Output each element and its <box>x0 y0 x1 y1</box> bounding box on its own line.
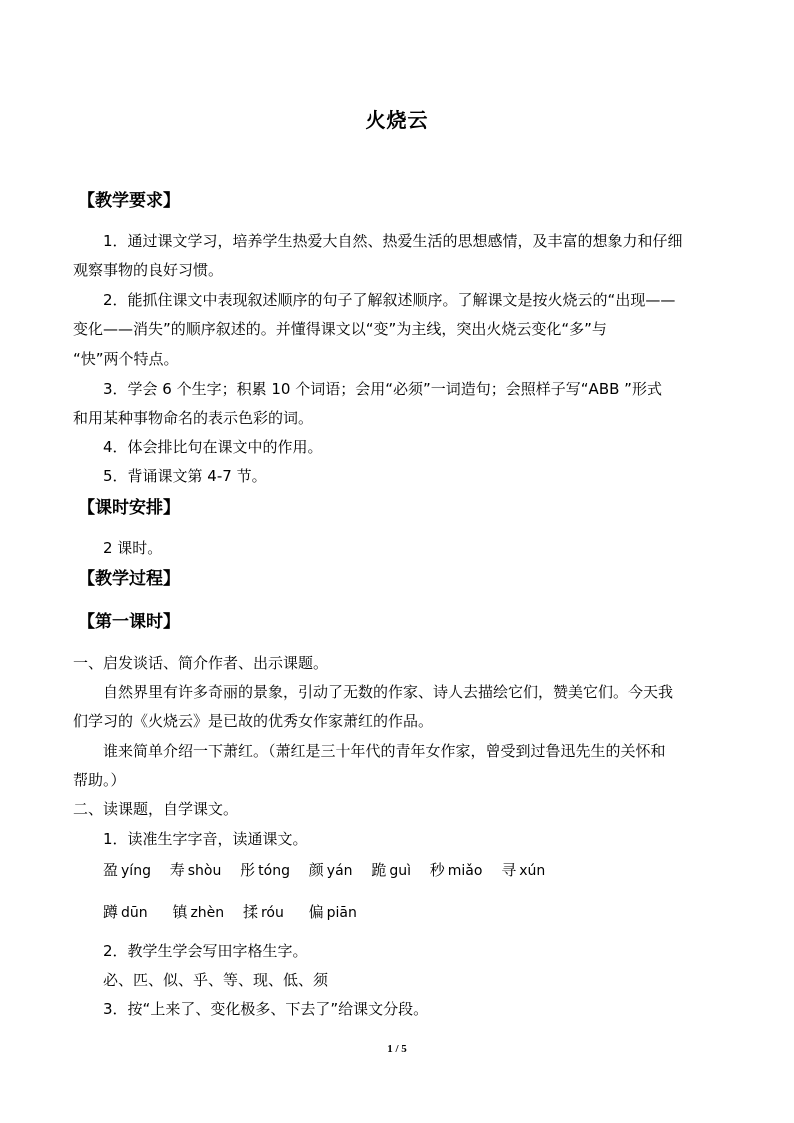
pinyin-row-1 <box>103 859 545 882</box>
section2-title: 二、读课题，自学课文。 <box>73 800 239 818</box>
pinyin-item: 揉 róu <box>242 903 284 921</box>
pinyin-item: 颜 yán <box>308 861 353 879</box>
pinyin-item: 秒 miǎo <box>429 861 483 879</box>
section1-paragraph-line: 谁来简单介绍一下萧红。（萧红是三十年代的青年女作家，曾受到过鲁迅先生的关怀和 <box>103 742 666 760</box>
page-number: 1 / 5 <box>387 1043 407 1055</box>
requirement-line: “快”两个特点。 <box>73 350 179 368</box>
heading-lesson1: 【第一课时】 <box>78 612 180 632</box>
section1-paragraph-line: 们学习的《火烧云》是已故的优秀女作家萧红的作品。 <box>73 712 434 730</box>
requirement-line: 5．背诵课文第 4-7 节。 <box>103 467 267 485</box>
schedule-text: 2 课时。 <box>103 539 163 557</box>
heading-process: 【教学过程】 <box>78 569 180 589</box>
practice-characters: 必、匹、似、乎、等、现、低、须 <box>103 971 329 989</box>
heading-requirements: 【教学要求】 <box>78 191 180 211</box>
step-2: 2．教学生学会写田字格生字。 <box>103 942 308 960</box>
requirement-line: 2．能抓住课文中表现叙述顺序的句子了解叙述顺序。了解课文是按火烧云的“出现—— <box>103 291 676 309</box>
pinyin-item: 寻 xún <box>501 861 546 879</box>
section1-title: 一、启发谈话、简介作者、出示课题。 <box>73 654 329 672</box>
requirement-line: 4．体会排比句在课文中的作用。 <box>103 438 323 456</box>
requirement-line: 变化——消失”的顺序叙述的。并懂得课文以“变”为主线，突出火烧云变化“多”与 <box>73 320 607 338</box>
pinyin-item: 跪 guì <box>371 861 411 879</box>
section1-paragraph-line: 帮助。） <box>73 771 126 789</box>
heading-schedule: 【课时安排】 <box>78 498 180 518</box>
requirement-line: 和用某种事物命名的表示色彩的词。 <box>73 409 314 427</box>
pinyin-item: 寿 shòu <box>169 861 222 879</box>
section1-paragraph-line: 自然界里有许多奇丽的景象，引动了无数的作家、诗人去描绘它们，赞美它们。今天我 <box>103 683 674 701</box>
requirement-line: 1．通过课文学习，培养学生热爱大自然、热爱生活的思想感情，及丰富的想象力和仔细 <box>103 232 683 250</box>
step-1: 1．读准生字字音，读通课文。 <box>103 830 308 848</box>
requirement-line: 3．学会 6 个生字；积累 10 个词语；会用“必须”一词造句；会照样子写“ABB ”形式 <box>103 380 662 398</box>
page-title: 火烧云 <box>365 108 429 132</box>
pinyin-item: 镇 zhèn <box>172 903 225 921</box>
pinyin-item: 蹲 dūn <box>103 903 148 921</box>
pinyin-row-2 <box>103 901 357 924</box>
step-3: 3．按“上来了、变化极多、下去了”给课文分段。 <box>103 1000 429 1018</box>
pinyin-item: 偏 piān <box>308 903 357 921</box>
requirement-line: 观察事物的良好习惯。 <box>73 261 224 279</box>
pinyin-item: 彤 tóng <box>240 861 290 879</box>
pinyin-item: 盈 yíng <box>103 861 151 879</box>
